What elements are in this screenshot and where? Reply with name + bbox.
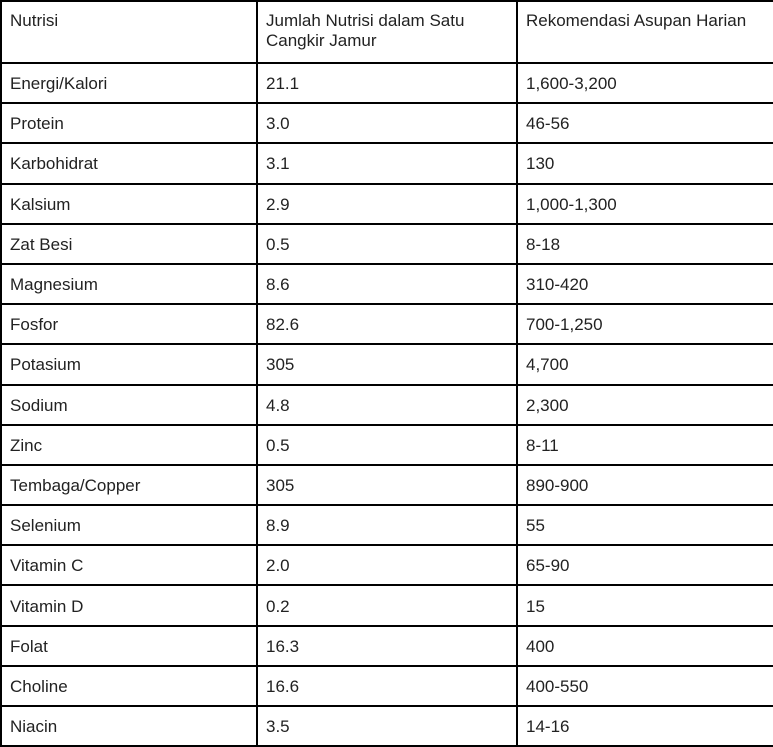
cell-recommendation: 55 bbox=[517, 505, 773, 545]
cell-nutrient: Vitamin C bbox=[1, 545, 257, 585]
table-row bbox=[1, 224, 773, 264]
cell-amount: 21.1 bbox=[257, 63, 517, 103]
cell-recommendation: 310-420 bbox=[517, 264, 773, 304]
table-row bbox=[1, 585, 773, 625]
table-row bbox=[1, 666, 773, 706]
table-row bbox=[1, 545, 773, 585]
cell-recommendation: 15 bbox=[517, 585, 773, 625]
table-row bbox=[1, 143, 773, 183]
cell-amount: 0.5 bbox=[257, 425, 517, 465]
header-row bbox=[1, 1, 773, 63]
cell-amount: 82.6 bbox=[257, 304, 517, 344]
cell-amount: 2.9 bbox=[257, 184, 517, 224]
table-row bbox=[1, 425, 773, 465]
cell-amount: 16.3 bbox=[257, 626, 517, 666]
cell-nutrient: Protein bbox=[1, 103, 257, 143]
cell-nutrient: Sodium bbox=[1, 385, 257, 425]
table-row bbox=[1, 344, 773, 384]
cell-amount: 3.5 bbox=[257, 706, 517, 746]
cell-nutrient: Choline bbox=[1, 666, 257, 706]
cell-recommendation: 8-18 bbox=[517, 224, 773, 264]
cell-recommendation: 130 bbox=[517, 143, 773, 183]
cell-recommendation: 400-550 bbox=[517, 666, 773, 706]
cell-nutrient: Kalsium bbox=[1, 184, 257, 224]
cell-nutrient: Karbohidrat bbox=[1, 143, 257, 183]
table-row bbox=[1, 103, 773, 143]
cell-nutrient: Folat bbox=[1, 626, 257, 666]
cell-nutrient: Potasium bbox=[1, 344, 257, 384]
table-row bbox=[1, 184, 773, 224]
cell-nutrient: Energi/Kalori bbox=[1, 63, 257, 103]
header-daily-recommendation: Rekomendasi Asupan Harian bbox=[517, 1, 773, 63]
table-row bbox=[1, 505, 773, 545]
cell-amount: 2.0 bbox=[257, 545, 517, 585]
cell-recommendation: 700-1,250 bbox=[517, 304, 773, 344]
table-row bbox=[1, 63, 773, 103]
table-row bbox=[1, 264, 773, 304]
cell-amount: 305 bbox=[257, 465, 517, 505]
cell-recommendation: 14-16 bbox=[517, 706, 773, 746]
table-row bbox=[1, 706, 773, 746]
cell-nutrient: Magnesium bbox=[1, 264, 257, 304]
cell-nutrient: Zat Besi bbox=[1, 224, 257, 264]
cell-amount: 8.6 bbox=[257, 264, 517, 304]
cell-nutrient: Fosfor bbox=[1, 304, 257, 344]
header-nutrient: Nutrisi bbox=[1, 1, 257, 63]
table-row bbox=[1, 626, 773, 666]
cell-recommendation: 2,300 bbox=[517, 385, 773, 425]
cell-recommendation: 8-11 bbox=[517, 425, 773, 465]
cell-nutrient: Niacin bbox=[1, 706, 257, 746]
cell-amount: 0.5 bbox=[257, 224, 517, 264]
cell-amount: 4.8 bbox=[257, 385, 517, 425]
cell-amount: 3.1 bbox=[257, 143, 517, 183]
cell-nutrient: Tembaga/Copper bbox=[1, 465, 257, 505]
cell-recommendation: 1,000-1,300 bbox=[517, 184, 773, 224]
cell-recommendation: 65-90 bbox=[517, 545, 773, 585]
table-row bbox=[1, 465, 773, 505]
table-body bbox=[1, 63, 773, 746]
cell-recommendation: 400 bbox=[517, 626, 773, 666]
cell-nutrient: Selenium bbox=[1, 505, 257, 545]
cell-recommendation: 890-900 bbox=[517, 465, 773, 505]
table-row bbox=[1, 385, 773, 425]
table-header bbox=[1, 1, 773, 63]
cell-recommendation: 4,700 bbox=[517, 344, 773, 384]
cell-amount: 8.9 bbox=[257, 505, 517, 545]
cell-amount: 305 bbox=[257, 344, 517, 384]
table-row bbox=[1, 304, 773, 344]
cell-recommendation: 1,600-3,200 bbox=[517, 63, 773, 103]
cell-recommendation: 46-56 bbox=[517, 103, 773, 143]
cell-nutrient: Zinc bbox=[1, 425, 257, 465]
header-amount-per-cup: Jumlah Nutrisi dalam Satu Cangkir Jamur bbox=[257, 1, 517, 63]
cell-amount: 16.6 bbox=[257, 666, 517, 706]
cell-amount: 3.0 bbox=[257, 103, 517, 143]
cell-nutrient: Vitamin D bbox=[1, 585, 257, 625]
cell-amount: 0.2 bbox=[257, 585, 517, 625]
